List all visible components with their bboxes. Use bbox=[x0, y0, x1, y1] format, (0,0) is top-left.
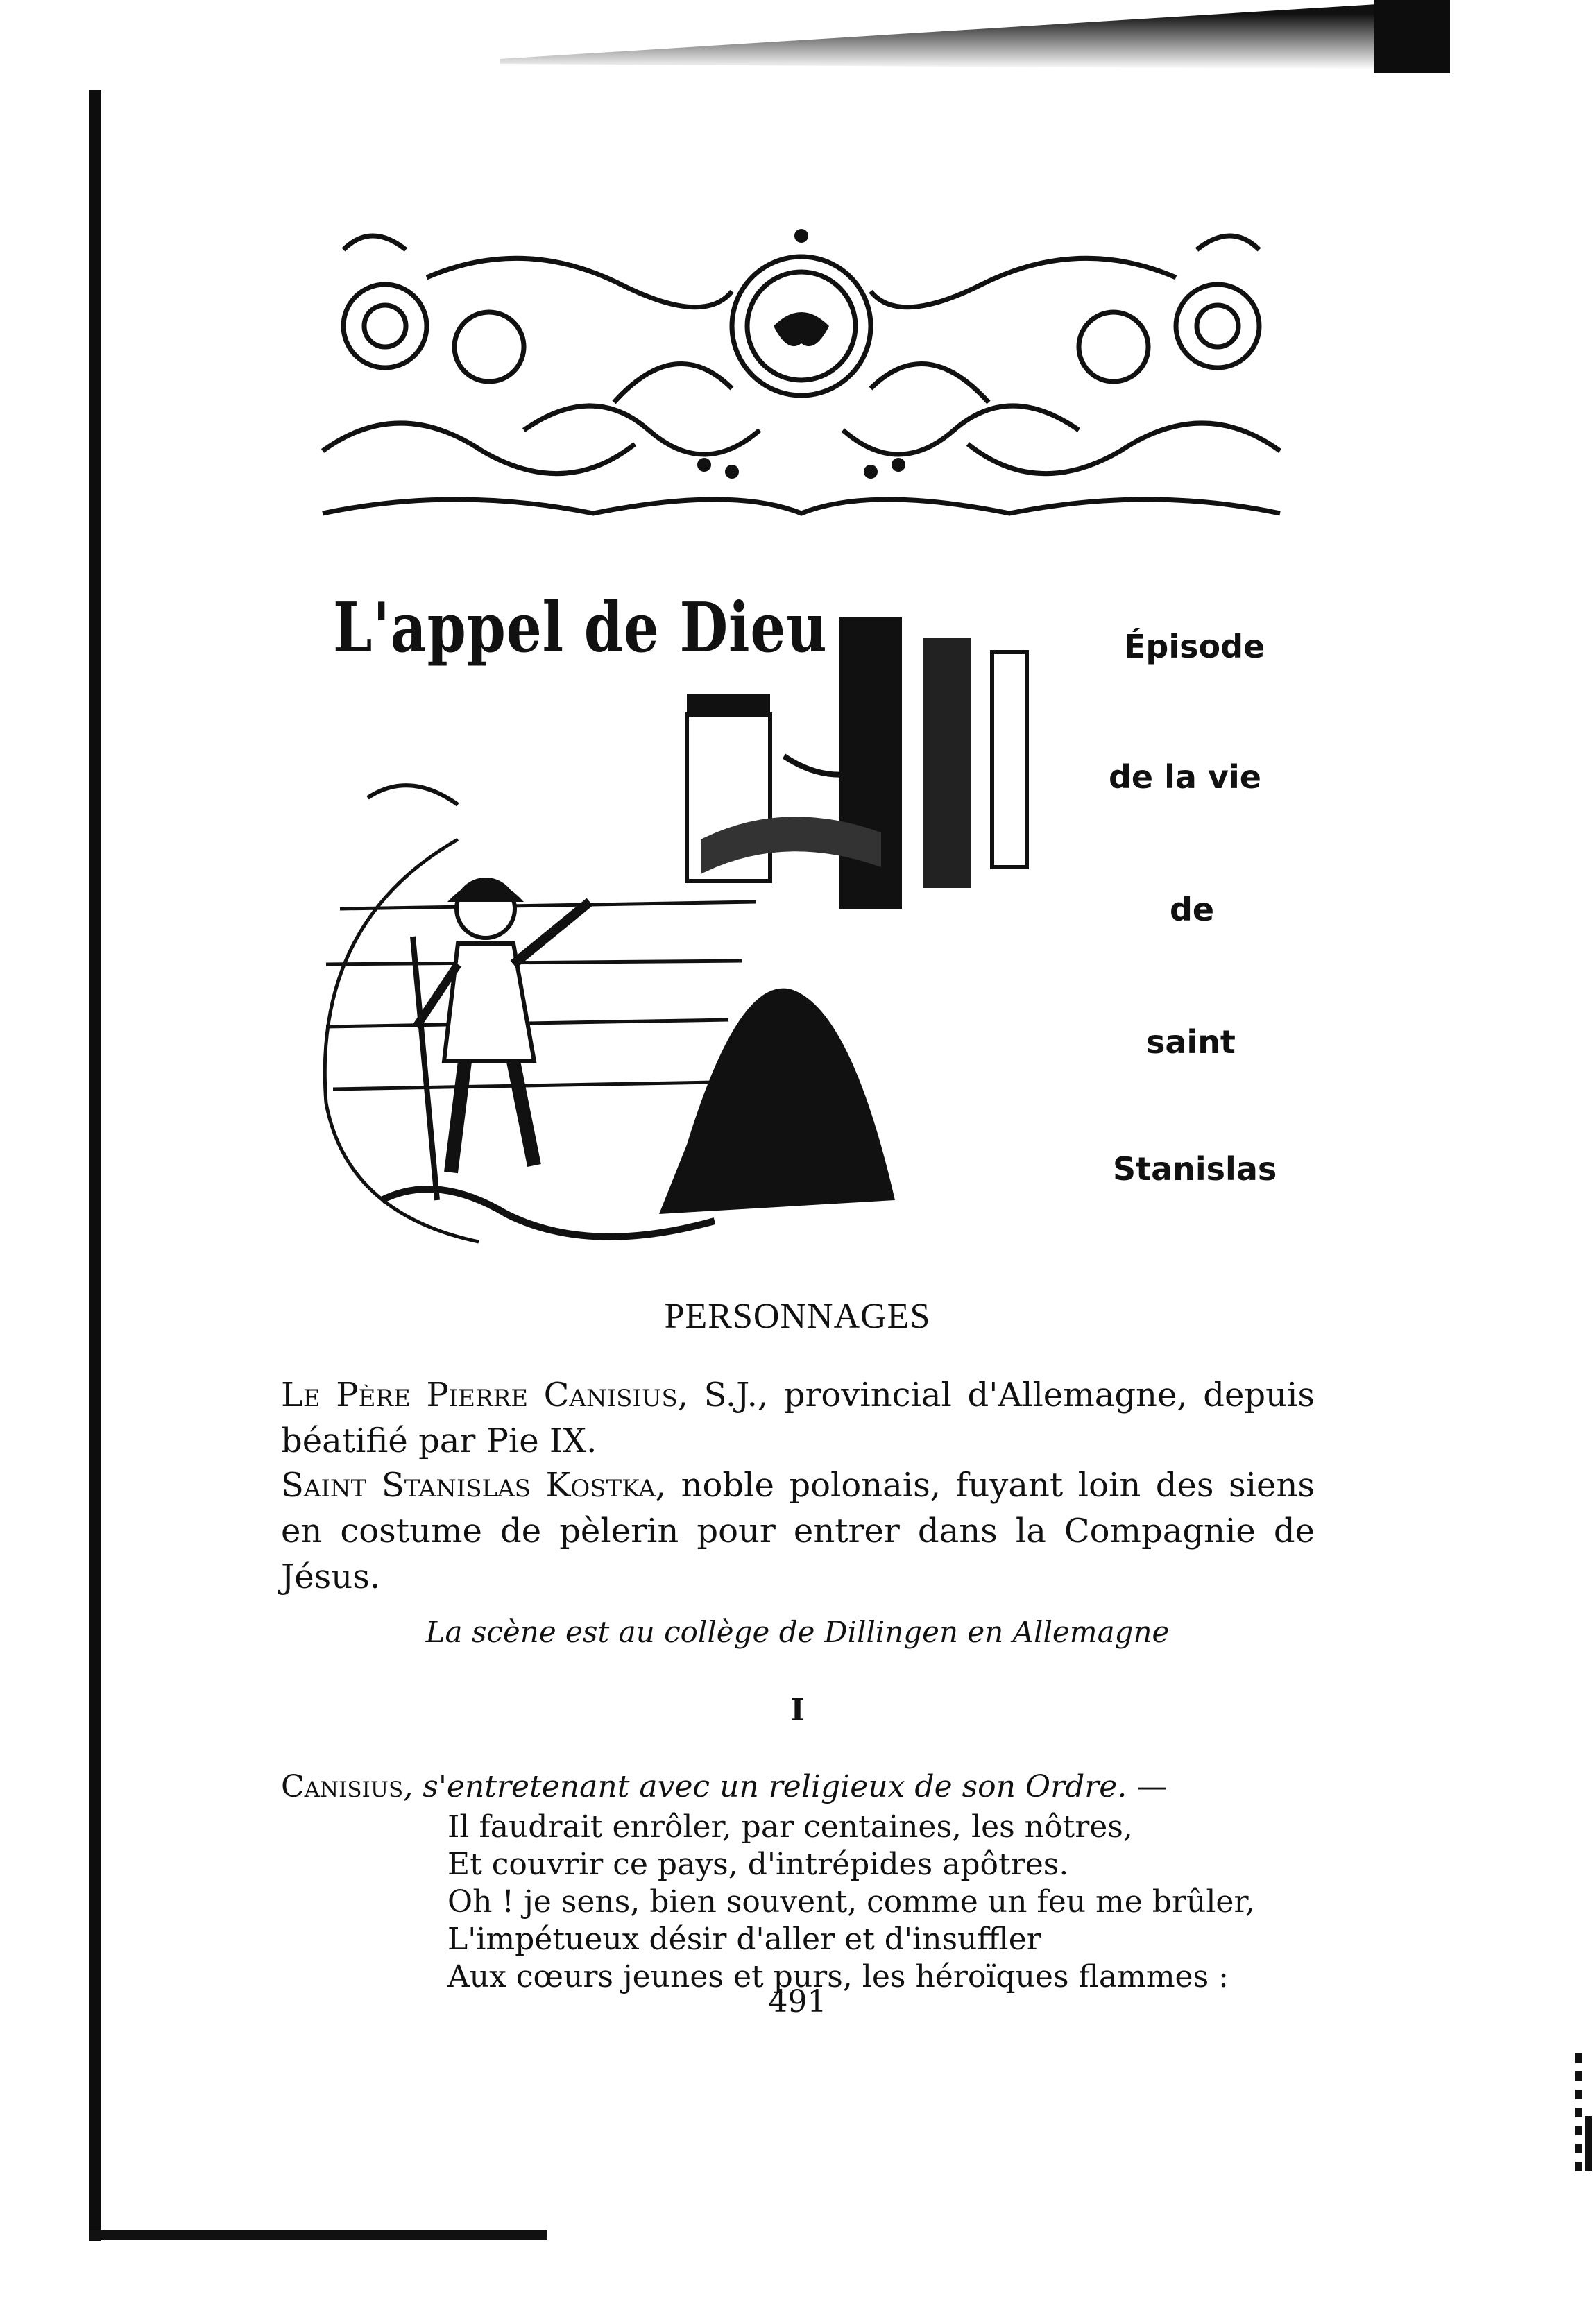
verse-line: Aux cœurs jeunes et purs, les héroïques flammes : bbox=[447, 1959, 1229, 1994]
scan-border-top bbox=[500, 0, 1443, 69]
speaker-name: Canisius bbox=[281, 1769, 404, 1804]
scan-border-top-corner bbox=[1374, 0, 1450, 73]
verse-line: L'impétueux désir d'aller et d'insuffler bbox=[447, 1922, 1041, 1957]
personnages-heading: PERSONNAGES bbox=[664, 1297, 931, 1336]
subtitle-line-4: saint bbox=[1146, 1023, 1236, 1061]
verse-line: Il faudrait enrôler, par centaines, les nôtres, bbox=[447, 1809, 1133, 1845]
verse-line: Et couvrir ce pays, d'intrépides apôtres. bbox=[447, 1847, 1069, 1882]
subtitle-line-3: de bbox=[1170, 891, 1215, 928]
subtitle-line-2: de la vie bbox=[1109, 758, 1261, 796]
subtitle-line-5: Stanislas bbox=[1113, 1150, 1277, 1188]
character-name: Le Père Pierre Canisius bbox=[281, 1376, 678, 1415]
speaker-line bbox=[281, 1769, 1167, 1804]
character-entry bbox=[281, 1372, 1315, 1464]
scan-border-left bbox=[89, 90, 101, 2241]
character-entry bbox=[281, 1462, 1315, 1600]
scan-bar-right bbox=[1585, 2116, 1592, 2171]
scan-marks-right bbox=[1575, 2053, 1582, 2171]
character-description: , noble polonais, fuyant loin des siens en costume de pèlerin pour entrer dans la Compagnie de Jésus. bbox=[281, 1466, 1315, 1596]
verse-line: Oh ! je sens, bien souvent, comme un feu me brûler, bbox=[447, 1884, 1255, 1920]
character-description: , S.J., provincial d'Allemagne, depuis béatifié par Pie IX. bbox=[281, 1376, 1315, 1460]
scan-border-bottom bbox=[89, 2230, 547, 2240]
character-name: Saint Stanislas Kostka bbox=[281, 1466, 656, 1505]
verses bbox=[447, 1809, 1255, 1996]
stage-direction: La scène est au collège de Dillingen en Allemagne bbox=[425, 1615, 1170, 1649]
act-number: I bbox=[790, 1693, 805, 1728]
page-number: 491 bbox=[768, 1984, 827, 2019]
pilgrim-illustration-icon bbox=[298, 576, 1117, 1270]
page-title: L'appel de Dieu bbox=[333, 588, 828, 668]
speaker-direction: , s'entretenant avec un religieux de son Ordre. — bbox=[403, 1769, 1168, 1804]
subtitle-line-1: Épisode bbox=[1124, 628, 1265, 665]
ornamental-headpiece-icon bbox=[316, 222, 1287, 527]
